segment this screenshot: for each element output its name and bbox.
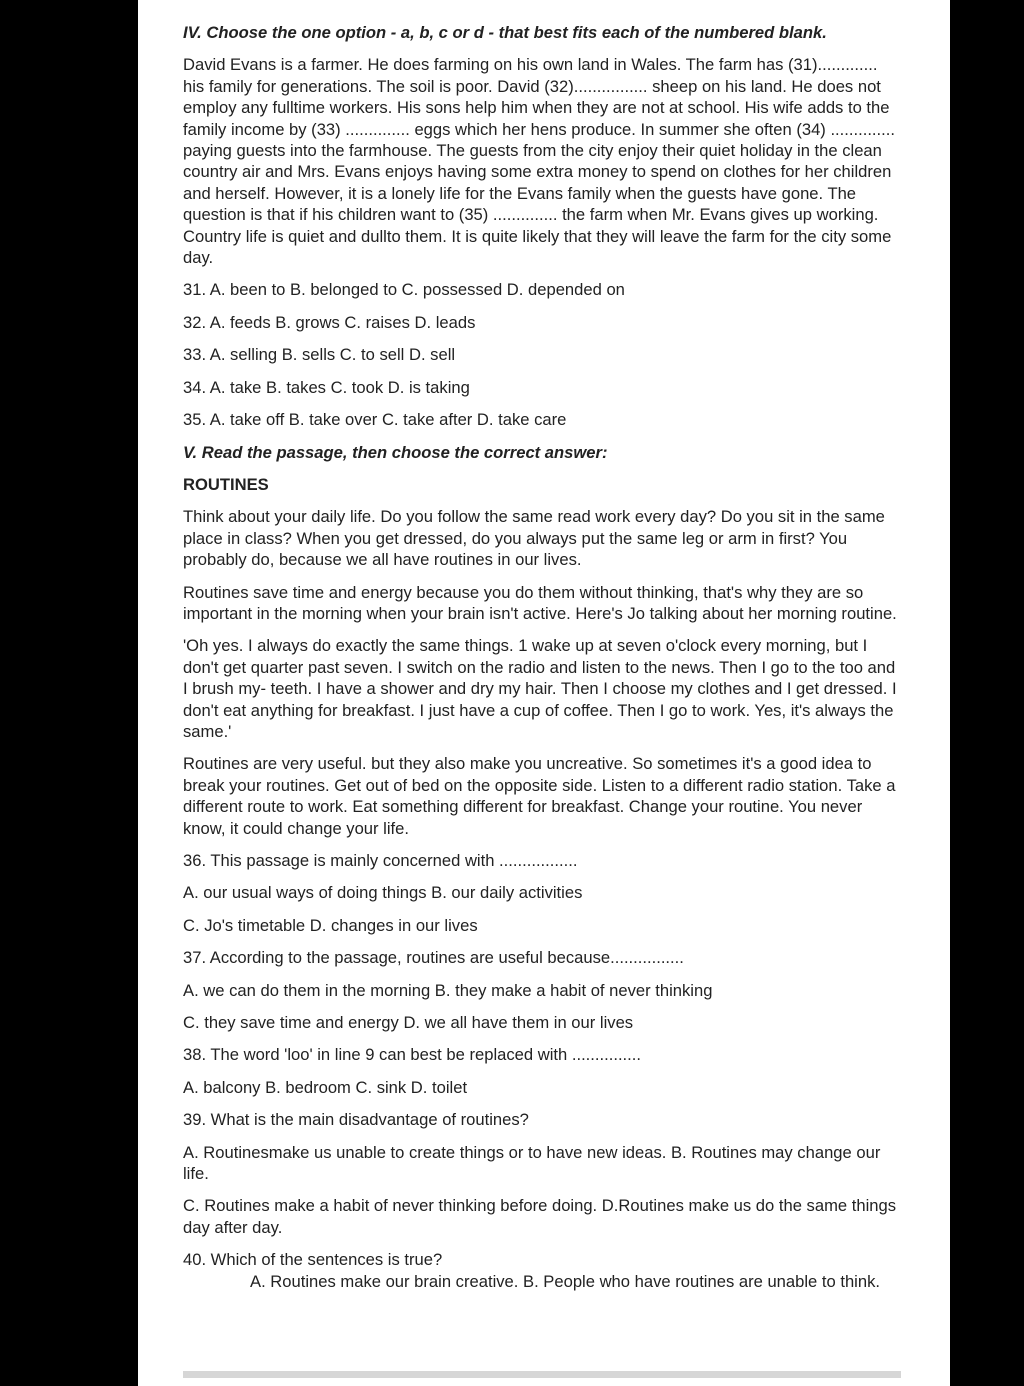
question-40: 40. Which of the sentences is true? <box>183 1250 443 1270</box>
document-page <box>138 0 950 1386</box>
routines-paragraph-2: Routines save time and energy because you do them without thinking, that's why they are so important in the morning when your brain isn't active. Here's Jo talking about her morning routine. <box>183 582 897 623</box>
question-34: 34. A. take B. takes C. took D. is taking <box>183 377 470 397</box>
question-37-options-ab: A. we can do them in the morning B. they make a habit of never thinking <box>183 980 713 1000</box>
routines-paragraph-4: Routines are very useful. but they also make you uncreative. So sometimes it's a good idea to break your routines. Get out of bed on the opposite side. Listen to a different radio station. Take a different route to work. Eat something different for breakfast. Change your routine. You never know, it could change your life. <box>183 754 896 838</box>
question-38: 38. The word 'loo' in line 9 can best be replaced with ............... <box>183 1045 641 1065</box>
page-bottom-divider <box>183 1371 901 1378</box>
farmer-passage: David Evans is a farmer. He does farming on his own land in Wales. The farm has (31)............. his family for generations. The soil is poor. David (32)................ sheep on his land. He does not employ any fulltime workers. His sons help him when they are not at school. His wife adds to the family income by (33) .............. eggs which her hens produce. In summer she often (34) .............. paying guests into the farmhouse. The guests from the city enjoy their quiet holiday in the clean country air and Mrs. Evans enjoys having some extra money to spend on clothes for her children and herself. However, it is a lonely life for the Evans family when the guests have gone. The question is that if his children want to (35) .............. the farm when Mr. Evans gives up working. Country life is quiet and dullto them. It is quite likely that they will leave the farm for the city some day. <box>183 55 895 268</box>
section-4-heading: IV. Choose the one option - a, b, c or d - that best fits each of the numbered blank. <box>183 23 827 42</box>
question-37: 37. According to the passage, routines are useful because................ <box>183 948 684 968</box>
question-33: 33. A. selling B. sells C. to sell D. sell <box>183 345 456 365</box>
passage-title: ROUTINES <box>183 474 269 494</box>
document-content <box>183 22 903 1292</box>
question-32: 32. A. feeds B. grows C. raises D. leads <box>183 312 476 332</box>
routines-paragraph-3: 'Oh yes. I always do exactly the same things. 1 wake up at seven o'clock every morning, but I don't get quarter past seven. I switch on the radio and listen to the news. Then I go to the too and I brush my- teeth. I have a shower and dry my hair. Then I choose my clothes and I get dressed. I don't eat anything for breakfast. I just have a cup of coffee. Then I go to work. Yes, it's always the same.' <box>183 636 897 741</box>
question-35: 35. A. take off B. take over C. take after D. take care <box>183 410 567 430</box>
question-31: 31. A. been to B. belonged to C. possessed D. depended on <box>183 280 625 300</box>
question-39: 39. What is the main disadvantage of routines? <box>183 1110 529 1130</box>
question-37-options-cd: C. they save time and energy D. we all have them in our lives <box>183 1013 634 1033</box>
section-5-heading: V. Read the passage, then choose the correct answer: <box>183 442 608 462</box>
question-36-options-ab: A. our usual ways of doing things B. our daily activities <box>183 883 583 903</box>
question-36-options-cd: C. Jo's timetable D. changes in our lives <box>183 915 478 935</box>
question-38-options: A. balcony B. bedroom C. sink D. toilet <box>183 1077 468 1097</box>
routines-paragraph-1: Think about your daily life. Do you follow the same read work every day? Do you sit in the same place in class? When you get dressed, do you always put the same leg or arm in first? You probably do, because we all have routines in our lives. <box>183 507 885 570</box>
question-36: 36. This passage is mainly concerned with ................. <box>183 851 578 870</box>
question-39-options-cd: C. Routines make a habit of never thinking before doing. D.Routines make us do the same things day after day. <box>183 1196 897 1237</box>
question-40-options: A. Routines make our brain creative. B. People who have routines are unable to think. <box>250 1271 881 1291</box>
question-39-options-ab: A. Routinesmake us unable to create things or to have new ideas. B. Routines may change our life. <box>183 1142 881 1184</box>
